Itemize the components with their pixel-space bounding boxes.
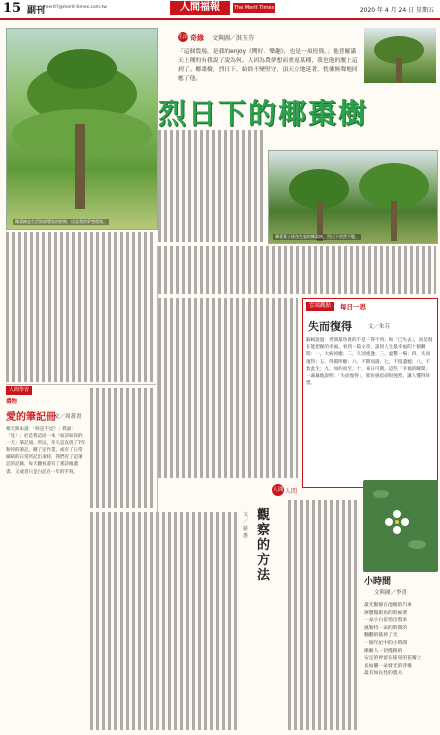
kicker-label: 奇緣 <box>190 34 204 42</box>
left-essay-title: 愛的筆記冊 <box>6 412 56 423</box>
section-name: 副刊 <box>27 6 46 16</box>
article-text-block <box>90 512 240 730</box>
poem-line: 漸漸人一切慢路的 <box>364 648 403 654</box>
flower-illustration <box>363 480 438 572</box>
masthead-en: The Merit Times <box>233 5 275 11</box>
poem-line: 一個年紀中的小時間 <box>364 640 408 646</box>
poem-line: 一朵小白花悄出現來 <box>364 618 408 624</box>
essay-label: 人間 <box>285 488 298 495</box>
essay-title: 觀察的方法 <box>257 508 271 583</box>
column-author: 文／朱芬 <box>368 324 391 330</box>
poem-line: 長如騰一朵發光的背後 <box>364 663 412 669</box>
feature-intro: 「這個農場，是我的enjoy《嚮好．樂趣》，也是一項投資。」他普羅滿天上種的有我說了說為何。人因為農夢想而重返某種，我也他的腰上這到了。椰棗樹，烈日下，始終不變堅守，頂天立地延著，恍彿無聲地回應了他。 <box>178 49 358 82</box>
article-text-block <box>158 246 436 294</box>
poem-title: 小時間 <box>364 577 392 587</box>
photo-caption-right: 樂著葉子搖曳生姿的椰棗樹，烈日下依然不變。 <box>275 234 359 239</box>
left-essay-body: 相天與朱說：「終是不見？」我說：「見！」於是我這同一本「如詩如你的一天」筆記冊。所以，冬久這直找了7年和特的筆記，剛了定作業，或有了日常細研的日常所記出來時，我們有了這筆記的記錄，每天翻看還有了那詩緣遺書。又或者只是白記在一年的手寫。 <box>6 427 86 475</box>
poem-line: 渾寶館街角的時候著 <box>364 610 408 616</box>
palm-photo-small <box>364 28 436 83</box>
left-essay-tag-secondary: 禮物 <box>6 399 18 405</box>
essay-author: 文／慈惠 <box>243 512 249 539</box>
column-body: 蘇軾說過：世間最珍貴的不是「得不到」和「已失去」，而是現在能把握的幸福。看到一篇文章，談到人生最幸福的十個瞬間：一、大病初癒；二、久別重逢；三、虛驚一場；四、失而復得；五、得償所願；六、不期而遇；七、不留遺憾；八、不負此生；九、如約而至；十、來日可期。這些「幸福的瞬間」一幕幕地說明：「失而復得」，那份感恩卻很強烈，讓人懂得珍惜。 <box>306 338 433 387</box>
article-text-block <box>288 500 360 730</box>
palm-photo-right <box>268 150 438 244</box>
section-divider <box>6 384 156 385</box>
column-tag: 雲端觀點 <box>306 302 334 311</box>
header-url[interactable]: merit?@merit-times.com.tw <box>44 5 107 10</box>
left-essay-tag: 人間學習 <box>6 386 32 395</box>
page-number: 15 <box>3 1 22 16</box>
article-text-block <box>158 130 266 242</box>
feature-headline: 烈日下的椰棗樹 <box>158 97 369 130</box>
essay-badge: 人間 <box>272 484 284 496</box>
masthead-logo: 人間福報 <box>170 1 230 15</box>
issue-date: 2020 年 4 月 24 日 星期五 <box>359 7 434 14</box>
column-divider <box>157 246 158 730</box>
column-tag-secondary: 每日一思 <box>340 303 366 311</box>
article-text-block <box>90 388 154 508</box>
poem-line: 風勒特一朵的時間的 <box>364 625 408 631</box>
feature-byline: 文與圖／洪玉芬 <box>212 35 255 42</box>
poem-line: 翻翻的搖掉了光 <box>364 633 398 639</box>
article-text-block <box>6 232 156 382</box>
poem-line: 安定的停留在搖晃的花瓣上 <box>364 656 422 662</box>
poem-line: 最光動靜在池塘的汽車 <box>364 603 412 608</box>
photo-caption-left: 椰棗樹是生活資源豐富的植物，這是我的夢想農場。 <box>15 219 107 224</box>
poem-line: 最有如長性的農夫 <box>364 671 403 677</box>
left-essay-author: 文／周蓋書 <box>54 414 82 420</box>
column-title: 失而復得 <box>308 320 352 333</box>
poem-author: 文與圖／李喜 <box>374 590 408 596</box>
palm-photo-left <box>6 28 158 230</box>
poem-body <box>364 602 436 678</box>
kicker-badge: 生活 <box>178 34 189 40</box>
article-text-block <box>158 298 298 478</box>
